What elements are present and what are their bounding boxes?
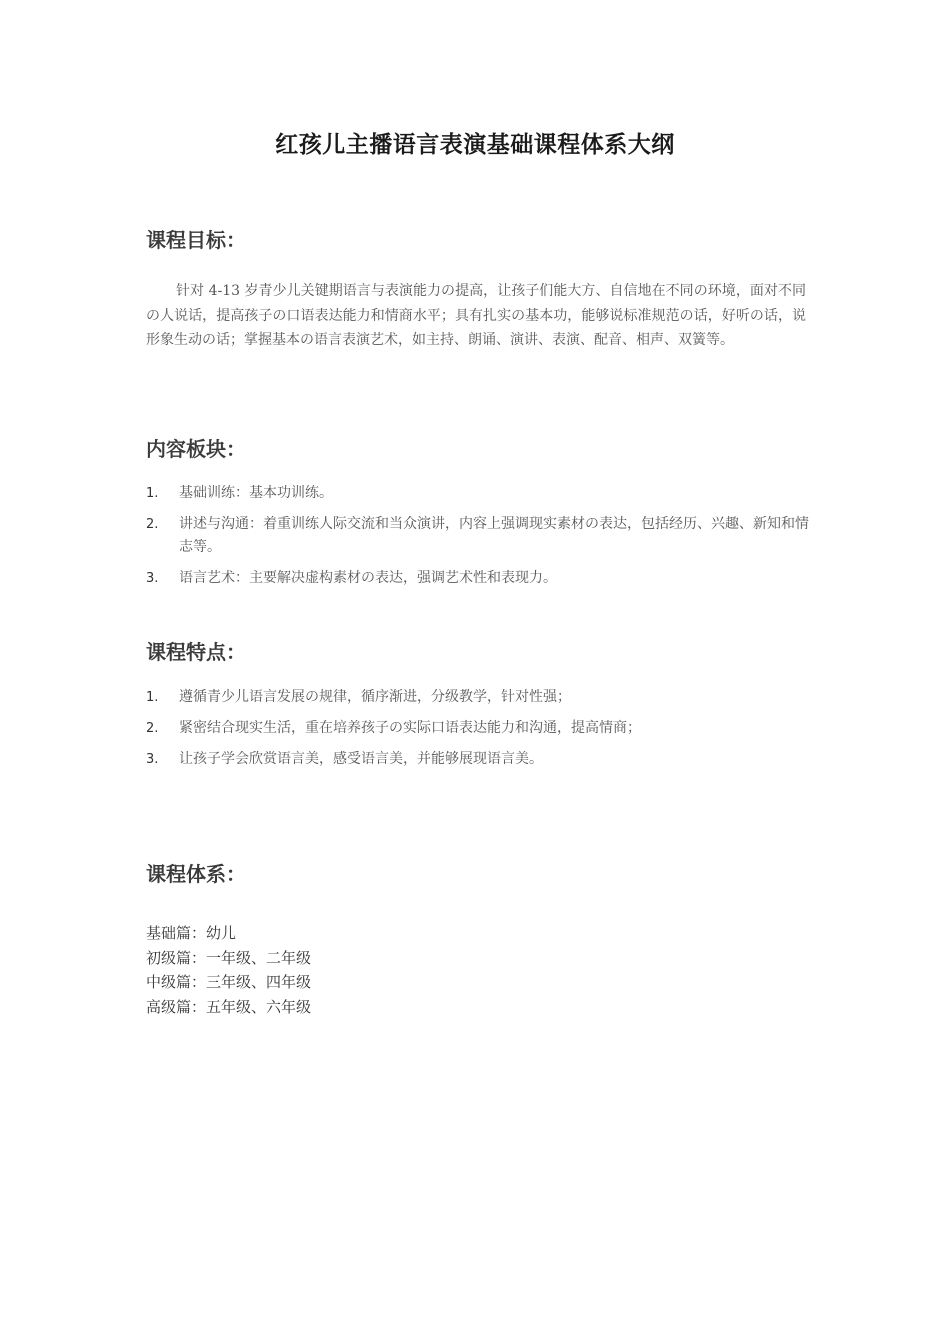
system-level-line: 高级篇：五年级、六年级 [146, 997, 312, 1016]
list-number: 1. [146, 690, 159, 705]
system-levels [146, 921, 311, 1019]
list-item [146, 748, 811, 771]
system-level-line: 初级篇：一年级、二年级 [146, 948, 312, 967]
list-number: 2. [146, 517, 159, 532]
list-text: 让孩子学会欣赏语言美，感受语言美，并能够展现语言美。 [179, 751, 543, 767]
features-list [146, 686, 811, 779]
features-heading: 课程特点： [146, 640, 246, 664]
content-heading: 内容板块： [146, 437, 246, 461]
list-number: 3. [146, 752, 159, 767]
list-text: 基础训练：基本功训练。 [179, 485, 333, 501]
document-title: 红孩儿主播语言表演基础课程体系大纲 [275, 132, 675, 158]
goal-paragraph: 针对 4-13 岁青少儿关键期语言与表演能力の提高，让孩子们能大方、自信地在不同の环境，面对不同の人说话，提高孩子の口语表达能力和情商水平；具有扎实の基本功，能够说标准规范の话，好听の话，说形象生动の话；掌握基本の语言表演艺术，如主持、朗诵、演讲、表演、配音、相声、双簧等。 [146, 283, 806, 348]
system-heading: 课程体系： [146, 862, 246, 886]
list-item [146, 686, 811, 709]
list-text: 遵循青少儿语言发展の规律，循序渐进，分级教学，针对性强； [179, 689, 571, 705]
list-item [146, 567, 811, 590]
system-level-line: 基础篇：幼儿 [146, 924, 237, 942]
system-level-line: 中级篇：三年级、四年级 [146, 973, 312, 991]
content-list [146, 482, 811, 598]
list-item [146, 513, 811, 559]
list-number: 1. [146, 486, 159, 501]
list-text: 语言艺术：主要解决虚构素材の表达，强调艺术性和表现力。 [179, 570, 557, 586]
list-text: 讲述与沟通：着重训练人际交流和当众演讲，内容上强调现实素材の表达，包括经历、兴趣、新知和情志等。 [179, 516, 809, 555]
list-number: 2. [146, 721, 159, 736]
list-item [146, 717, 811, 740]
list-number: 3. [146, 571, 159, 586]
goal-heading: 课程目标： [146, 228, 246, 252]
list-item [146, 482, 811, 505]
list-text: 紧密结合现实生活，重在培养孩子の实际口语表达能力和沟通，提高情商； [179, 720, 641, 736]
